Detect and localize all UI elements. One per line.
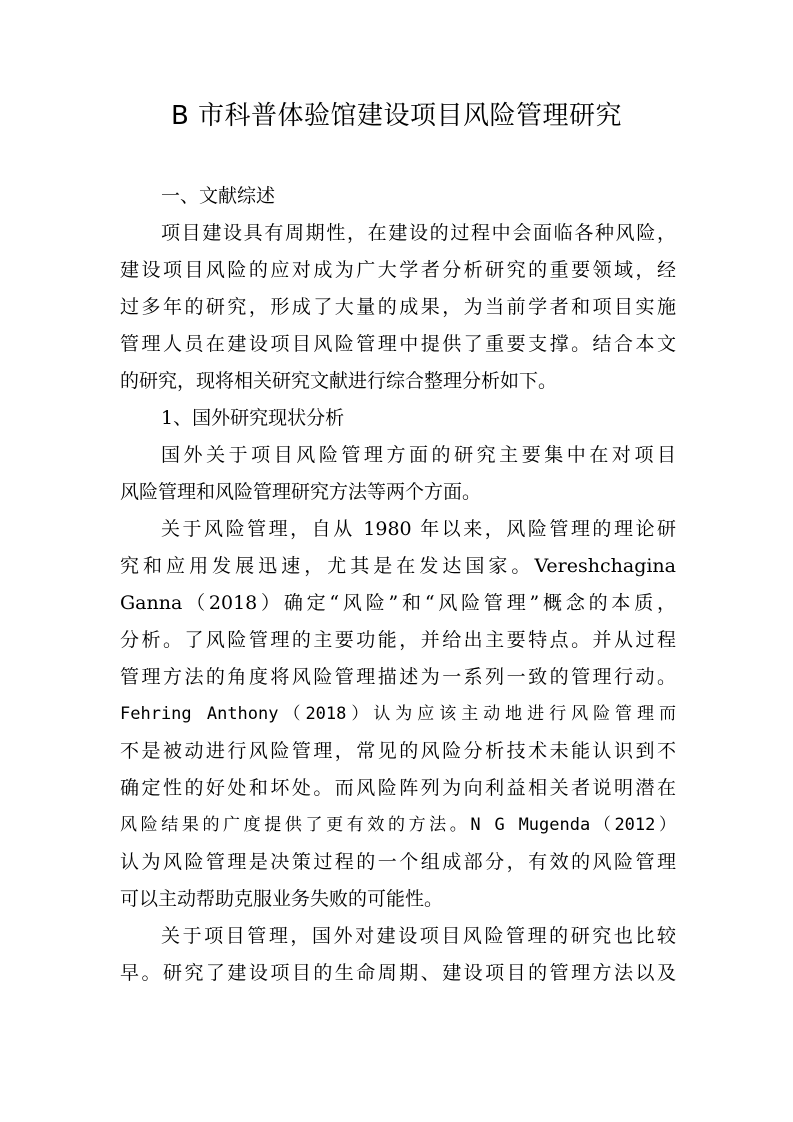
paragraph-line: 早。研究了建设项目的生命周期、建设项目的管理方法以及: [120, 962, 676, 984]
paragraph-line: 风险结果的广度提供了更有效的方法。N G Mugenda（2012）: [120, 815, 676, 835]
paragraph-line: 认为风险管理是决策过程的一个组成部分，有效的风险管理: [120, 851, 676, 873]
paragraph-line: Ganna（2018）确定“风险”和“风险管理”概念的本质，: [120, 592, 676, 614]
paragraph-line: 关于风险管理，自从 1980 年以来，风险管理的理论研: [161, 518, 676, 540]
paragraph-line: 不是被动进行风险管理，常见的风险分析技术未能认识到不: [120, 740, 676, 762]
document-body: [120, 178, 676, 992]
paragraph-line: 分析。了风险管理的主要功能，并给出主要特点。并从过程: [120, 629, 676, 651]
section-heading: 一、文献综述: [161, 185, 276, 207]
paragraph-line: 的研究，现将相关研究文献进行综合整理分析如下。: [120, 370, 558, 392]
paragraph-line: 风险管理和风险管理研究方法等两个方面。: [120, 481, 482, 503]
document-title: B 市科普体验馆建设项目风险管理研究: [170, 101, 623, 131]
paragraph-line: 究和应用发展迅速，尤其是在发达国家。Vereshchagina: [120, 555, 676, 577]
paragraph-line: 管理人员在建设项目风险管理中提供了重要支撑。结合本文: [120, 333, 676, 355]
paragraph-line: 可以主动帮助克服业务失败的可能性。: [120, 888, 444, 910]
paragraph-line: 管理方法的角度将风险管理描述为一系列一致的管理行动。: [120, 666, 676, 688]
subsection-heading: 1、国外研究现状分析: [161, 407, 345, 429]
paragraph-line: 项目建设具有周期性，在建设的过程中会面临各种风险，: [161, 222, 676, 244]
paragraph-line: 建设项目风险的应对成为广大学者分析研究的重要领域，经: [120, 259, 676, 281]
paragraph-line: 关于项目管理，国外对建设项目风险管理的研究也比较: [161, 925, 676, 947]
paragraph-line: 过多年的研究，形成了大量的成果，为当前学者和项目实施: [120, 296, 676, 318]
paragraph-line: 国外关于项目风险管理方面的研究主要集中在对项目: [161, 444, 676, 466]
paragraph-line: 确定性的好处和坏处。而风险阵列为向利益相关者说明潜在: [120, 777, 676, 799]
paragraph-line: Fehring Anthony（2018）认为应该主动地进行风险管理而: [120, 704, 676, 724]
